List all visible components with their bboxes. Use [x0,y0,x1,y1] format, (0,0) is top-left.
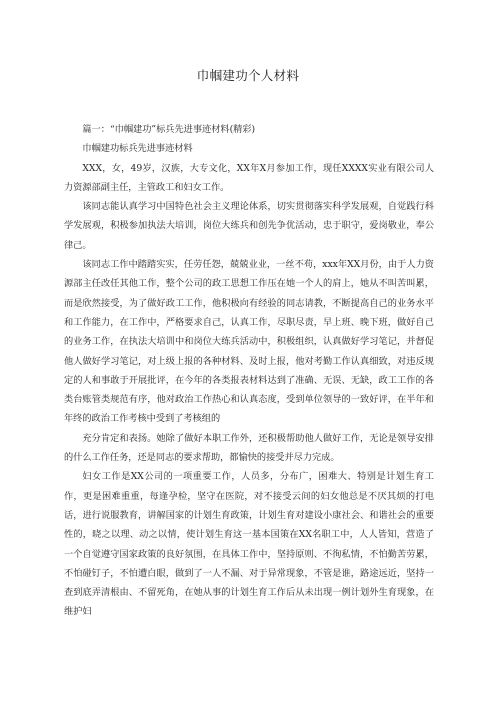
section-heading: 篇一：“巾帼建功”标兵先进事迹材料(精彩) [82,124,256,135]
document-body [64,120,434,622]
document-title: 巾帼建功个人材料 [196,68,300,83]
body-paragraph: 妇女工作是XX公司的一项重要工作，人员多，分布广，困难大、特别是计划生育工作，更是困难重重，每逢孕检，坚守在医院，对不接受云间的妇女他总是不厌其烦的打电话，进行说服教育，讲解国家的计划生育政策，计划生育对建设小康社会、和谐社会的重要性的，晓之以理、动之以情，使计划生育这一基本国策在XX名职工中，人人皆知，营造了一个自觉遵守国家政策的良好氛围，在具体工作中，坚持原则、不徇私情，不怕勤苦劳累，不怕碰钉子，不怕遭白眼，做到了一人不漏、对于异常现象，不管是谁，路途远近，坚持一查到底弄清根由、不留死角，在她从事的计划生育工作后从未出现一例计划外生育现象，在维护妇 [64,471,434,618]
body-paragraph: 充分肯定和表扬。她除了做好本职工作外，还积极帮助他人做好工作，无论是领导安排的什么工作任务，还是同志的要求帮助，都愉快的接受并尽力完成。 [64,432,434,464]
body-paragraph: 该同志工作中踏踏实实，任劳任怨，兢兢业业，一丝不苟，xxx年XX月份，由于人力资源部主任改任其他工作，整个公司的政工思想工作压在她一个人的肩上，她从不叫苦叫累，而是欣然接受，为了做好政工工作，他积极向有经验的同志请教，不断提高自己的业务水平和工作能力，在工作中，严格要求自己，认真工作，尽职尽责，早上班、晚下班，做好自己的业务工作，在执法大培训中和岗位大练兵活动中，积极组织，认真做好学习笔记，并督促他人做好学习笔记，对上级上报的各种材料、及时上报，他对考勤工作认真细致，对违反规定的人和事敢于开展批评，在今年的各类报表材料达到了准确、无误、无缺，政工工作的各类台账管类规范有序，他对政治工作热心和认真态度，受到单位领导的一致好评，在半年和年终的政治工作考核中受到了考核组的 [64,259,434,425]
body-paragraph: 该同志能认真学习中国特色社会主义理论体系，切实贯彻落实科学发展观，自觉践行科学发展观，积极参加执法大培训，岗位大练兵和创先争优活动，忠于职守，爱岗敬业，奉公律己。 [64,201,434,251]
section-subtitle: 巾帼建功标兵先进事迹材料 [82,143,193,155]
body-paragraph: XXX，女，49岁，汉族，大专文化，XX年X月参加工作，现任XXXX实业有限公司人力资源部副主任，主管政工和妇女工作。 [64,162,434,193]
